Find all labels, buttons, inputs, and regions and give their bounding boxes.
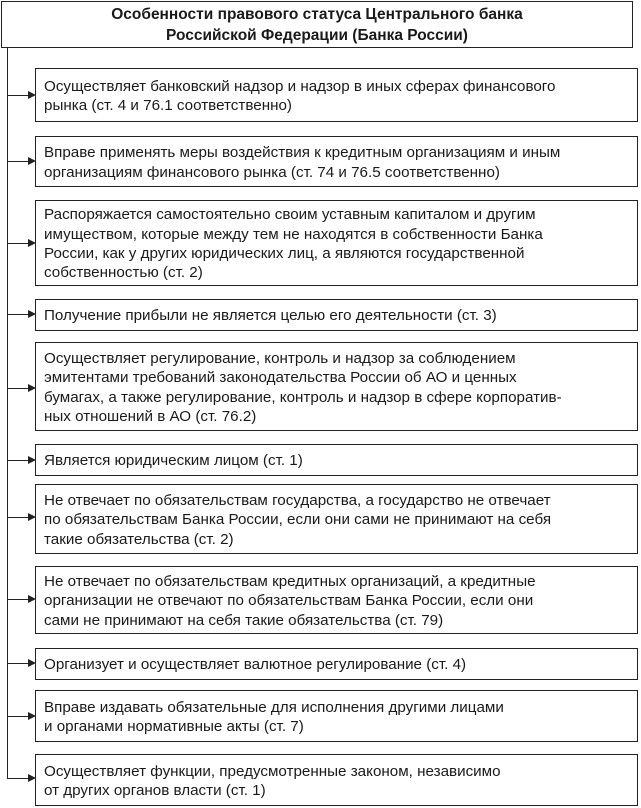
feature-item-3 — [35, 200, 638, 286]
feature-item-1 — [35, 68, 638, 122]
diagram-title: Особенности правового статуса Центрального банка Российской Федерации (Банка России) — [111, 5, 523, 44]
feature-item-text: Не отвечает по обязательствам государства, а государство не отвечает по обязательствам Банка России, если они сами не принимают на себя такие обязательства (ст. 2) — [44, 491, 552, 548]
feature-item-text: Вправе применять меры воздействия к кредитным организациям и иным организациям финансового рынка (ст. 74 и 76.5 соответственно) — [44, 144, 561, 181]
feature-item-4 — [35, 299, 638, 331]
connector-spine — [7, 48, 8, 778]
feature-item-7 — [35, 484, 638, 554]
feature-item-text: Получение прибыли не является целью его деятельности (ст. 3) — [44, 307, 497, 325]
feature-item-text: Вправе издавать обязательные для исполнения другими лицами и органами нормативные акты (ст. 7) — [44, 698, 504, 735]
feature-item-2 — [35, 136, 638, 187]
feature-item-8 — [35, 566, 638, 634]
feature-item-text: Организует и осуществляет валютное регулирование (ст. 4) — [44, 656, 467, 674]
feature-item-6 — [35, 444, 638, 476]
feature-item-text: Осуществляет функции, предусмотренные законом, независимо от других органов власти (ст. 1) — [44, 762, 501, 799]
feature-item-text: Не отвечает по обязательствам кредитных организаций, а кредитные организации не отвечают по обязательствам Банка России, если они сами не принимают на себя такие обязательства (ст. 79) — [44, 572, 536, 629]
feature-item-text: Распоряжается самостоятельно своим уставным капиталом и другим имуществом, которые между тем не находятся в собственности Банка России, как у других юридических лиц, а являются государственной собственностью (ст. 2) — [44, 206, 543, 282]
feature-item-text: Осуществляет регулирование, контроль и надзор за соблюдением эмитентами требований законодательства России об АО и ценных бумагах, а также регулирование, контроль и надзор в сфере корпоратив- ных отношений в АО (ст. 76.2) — [44, 349, 562, 425]
feature-item-10 — [35, 690, 638, 742]
feature-item-text: Является юридическим лицом (ст. 1) — [44, 452, 303, 470]
feature-item-9 — [35, 648, 638, 680]
feature-item-11 — [35, 754, 638, 806]
diagram-title-box — [1, 1, 633, 48]
feature-item-text: Осуществляет банковский надзор и надзор в иных сферах финансового рынка (ст. 4 и 76.1 соответственно) — [44, 77, 556, 114]
feature-item-5 — [35, 342, 638, 431]
